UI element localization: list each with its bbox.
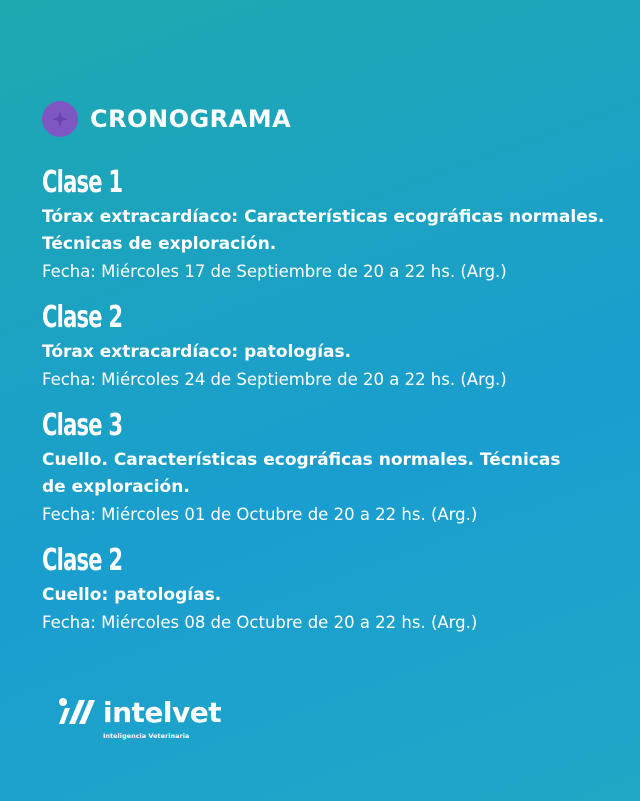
class-item [42,542,627,636]
logo-mark-icon [55,696,95,730]
page-title: CRONOGRAMA [90,105,292,133]
class-topic: Cuello: patologías. [42,585,222,605]
class-topic: Tórax extracardíaco: patologías. [42,342,352,362]
schedule-list [42,164,627,650]
class-topic: Cuello. Características ecográficas normales. Técnicas de exploración. [42,450,561,497]
class-date: Fecha: Miércoles 24 de Septiembre de 20 a 22 hs. (Arg.) [42,370,507,389]
class-date: Fecha: Miércoles 08 de Octubre de 20 a 22 hs. (Arg.) [42,613,478,632]
intelvet-logo [55,696,221,740]
class-date: Fecha: Miércoles 17 de Septiembre de 20 a 22 hs. (Arg.) [42,262,507,281]
class-title: Clase 1 [42,165,123,200]
class-item [42,407,627,528]
logo-name: intelvet [103,696,222,729]
class-title: Clase 2 [42,300,123,335]
class-title: Clase 2 [42,543,123,578]
class-item [42,299,627,393]
star-badge-icon [42,101,78,137]
class-item [42,164,627,285]
header [42,101,291,137]
class-date: Fecha: Miércoles 01 de Octubre de 20 a 22 hs. (Arg.) [42,505,478,524]
class-topic: Tórax extracardíaco: Características ecográficas normales. Técnicas de exploración. [42,207,605,254]
logo-tagline: Inteligencia Veterinaria [103,732,190,740]
class-title: Clase 3 [42,408,123,443]
